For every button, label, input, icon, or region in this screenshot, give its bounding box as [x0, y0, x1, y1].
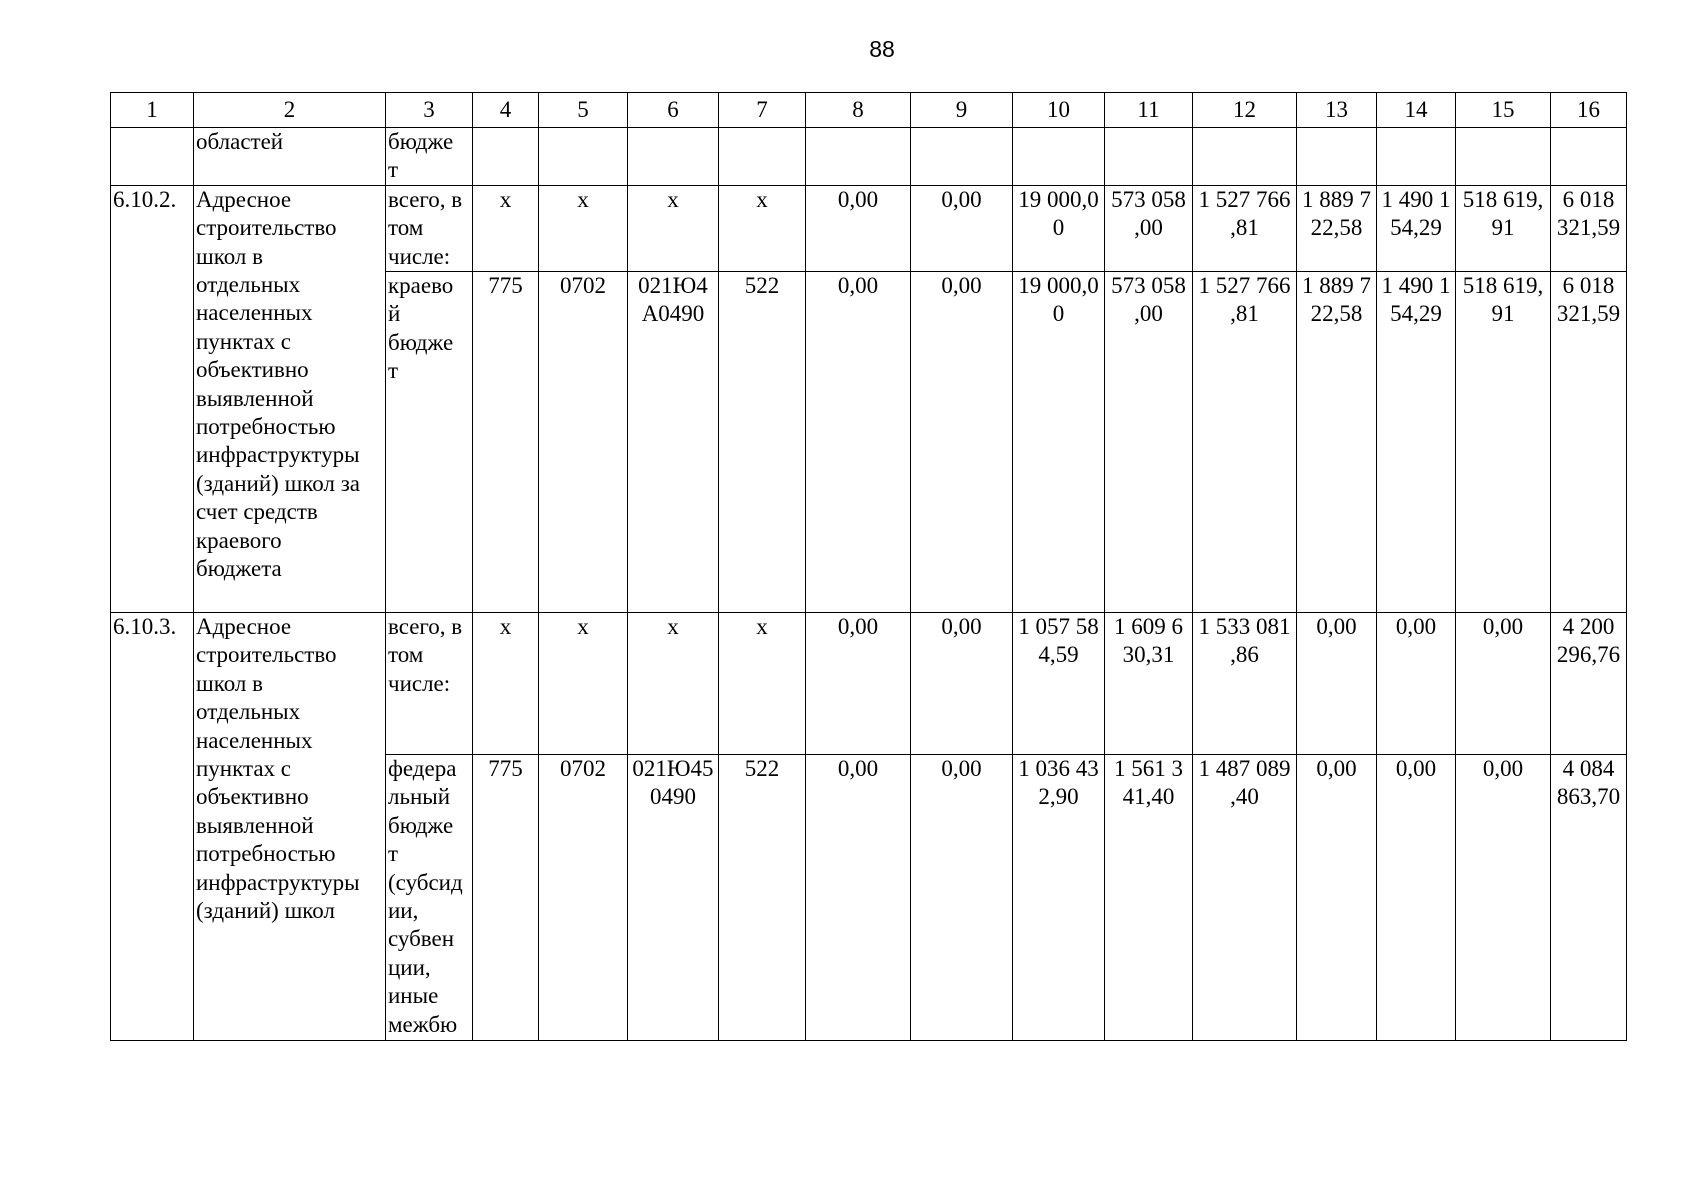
row-label-cell: Адресное строительство школ в отдельных населенных пунктах с объективно выявленной потребностью инфраструктуры (зданий) школ за счет средств краевого бюджета	[194, 185, 386, 612]
column-header: 2	[194, 93, 386, 128]
table-cell: 0,00	[1456, 613, 1551, 755]
table-cell: 19 000,0 0	[1013, 185, 1105, 271]
table-cell: 775	[473, 755, 539, 1041]
table-cell: 0,00	[911, 613, 1013, 755]
table-cell: 775	[473, 272, 539, 613]
row-number-cell: 6.10.2.	[111, 185, 194, 612]
row-number-cell	[111, 128, 194, 186]
source-cell: федера льный бюдже т (субсид ии, субвен ции, иные межбю	[386, 755, 473, 1041]
table-cell: 0,00	[1377, 755, 1456, 1041]
table-cell: 021Ю45 0490	[628, 755, 719, 1041]
table-cell: 0702	[539, 755, 628, 1041]
column-header: 6	[628, 93, 719, 128]
table-cell: 1 036 43 2,90	[1013, 755, 1105, 1041]
column-header: 7	[719, 93, 806, 128]
source-cell: всего, в том числе:	[386, 613, 473, 755]
table-cell: 573 058 ,00	[1105, 185, 1193, 271]
table-cell	[1456, 128, 1551, 186]
table-cell: 0,00	[911, 272, 1013, 613]
row-number-cell: 6.10.3.	[111, 613, 194, 1041]
table-cell: 1 533 081 ,86	[1193, 613, 1297, 755]
table-cell: 1 057 58 4,59	[1013, 613, 1105, 755]
table-cell: 19 000,0 0	[1013, 272, 1105, 613]
table-cell: 1 561 3 41,40	[1105, 755, 1193, 1041]
table-cell: 0,00	[1456, 755, 1551, 1041]
column-header: 12	[1193, 93, 1297, 128]
table-cell: x	[539, 613, 628, 755]
table-cell: 4 084 863,70	[1551, 755, 1627, 1041]
table-cell	[628, 128, 719, 186]
table-cell: 0,00	[1377, 613, 1456, 755]
column-header: 15	[1456, 93, 1551, 128]
column-number-row	[111, 93, 1627, 128]
table-cell: 0,00	[911, 755, 1013, 1041]
column-header: 8	[806, 93, 911, 128]
table-cell	[1377, 128, 1456, 186]
table-cell	[911, 128, 1013, 186]
table-cell: 0,00	[806, 185, 911, 271]
table-cell: x	[719, 613, 806, 755]
source-cell: бюдже т	[386, 128, 473, 186]
table-cell: x	[628, 613, 719, 755]
table-cell: 1 527 766 ,81	[1193, 272, 1297, 613]
column-header: 4	[473, 93, 539, 128]
table-cell: 1 609 6 30,31	[1105, 613, 1193, 755]
table-cell	[1551, 128, 1627, 186]
source-cell: всего, в том числе:	[386, 185, 473, 271]
column-header: 16	[1551, 93, 1627, 128]
table-cell: 1 490 1 54,29	[1377, 272, 1456, 613]
table-cell	[1013, 128, 1105, 186]
table-cell: 021Ю4 A0490	[628, 272, 719, 613]
table-cell: 1 889 7 22,58	[1297, 185, 1377, 271]
table-cell: 0,00	[911, 185, 1013, 271]
table-cell: x	[539, 185, 628, 271]
table-cell: x	[719, 185, 806, 271]
source-cell: краево й бюдже т	[386, 272, 473, 613]
table-cell: 0702	[539, 272, 628, 613]
table-cell: x	[628, 185, 719, 271]
table-cell: 0,00	[1297, 613, 1377, 755]
table-cell: x	[473, 613, 539, 755]
table-cell: 0,00	[806, 755, 911, 1041]
table-cell: 4 200 296,76	[1551, 613, 1627, 755]
table-cell: x	[473, 185, 539, 271]
table-cell	[473, 128, 539, 186]
table-cell: 573 058 ,00	[1105, 272, 1193, 613]
table-cell: 0,00	[806, 272, 911, 613]
table-cell	[806, 128, 911, 186]
table-cell: 0,00	[1297, 755, 1377, 1041]
column-header: 14	[1377, 93, 1456, 128]
table-cell	[719, 128, 806, 186]
row-label-cell: Адресное строительство школ в отдельных населенных пунктах с объективно выявленной потребностью инфраструктуры (зданий) школ	[194, 613, 386, 1041]
table-row	[111, 128, 1627, 186]
column-header: 13	[1297, 93, 1377, 128]
table-cell	[539, 128, 628, 186]
column-header: 9	[911, 93, 1013, 128]
table-cell: 1 889 7 22,58	[1297, 272, 1377, 613]
table-cell: 6 018 321,59	[1551, 272, 1627, 613]
column-header: 10	[1013, 93, 1105, 128]
table-cell: 522	[719, 272, 806, 613]
table-cell: 518 619, 91	[1456, 272, 1551, 613]
table-cell: 518 619, 91	[1456, 185, 1551, 271]
table-cell	[1297, 128, 1377, 186]
table-cell: 1 527 766 ,81	[1193, 185, 1297, 271]
table-cell: 6 018 321,59	[1551, 185, 1627, 271]
table-cell: 1 487 089 ,40	[1193, 755, 1297, 1041]
column-header: 5	[539, 93, 628, 128]
column-header: 11	[1105, 93, 1193, 128]
table-cell	[1193, 128, 1297, 186]
table-cell: 0,00	[806, 613, 911, 755]
column-header: 1	[111, 93, 194, 128]
table-row	[111, 185, 1627, 271]
table-row	[111, 613, 1627, 755]
row-label-cell: областей	[194, 128, 386, 186]
page-number: 88	[869, 36, 895, 62]
table-cell	[1105, 128, 1193, 186]
table-cell: 1 490 1 54,29	[1377, 185, 1456, 271]
budget-table	[110, 92, 1627, 1041]
column-header: 3	[386, 93, 473, 128]
table-cell: 522	[719, 755, 806, 1041]
